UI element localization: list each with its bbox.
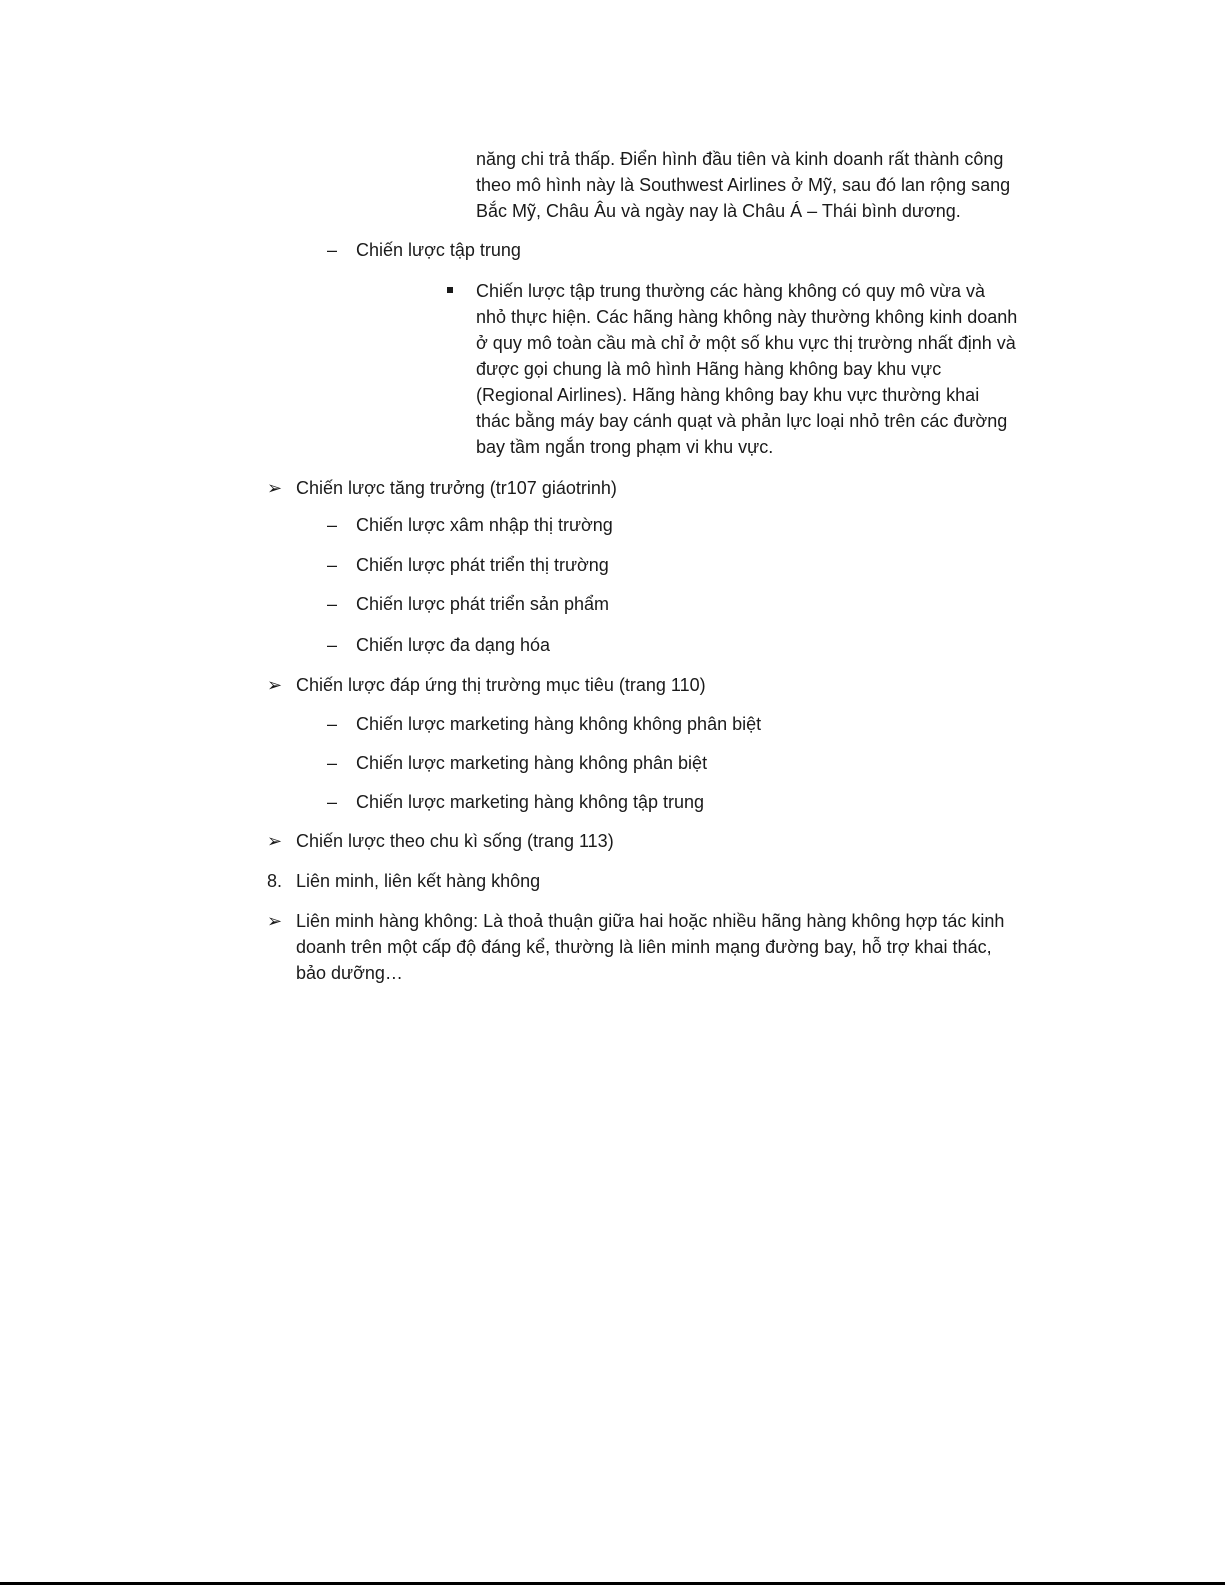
arrow-bullet-icon: ➢ xyxy=(267,911,283,931)
dash-marker: – xyxy=(327,714,338,734)
list-item: Chiến lược phát triển sản phẩm xyxy=(356,594,609,614)
growth-strategy-heading: Chiến lược tăng trưởng (tr107 giáotrinh) xyxy=(296,478,617,498)
dash-marker: – xyxy=(327,635,338,655)
dash-marker: – xyxy=(327,594,338,614)
intro-paragraph: năng chi trả thấp. Điển hình đầu tiên và kinh doanh rất thành công theo mô hình này là Southwest Airlines ở Mỹ, sau đó lan rộng sang Bắc Mỹ, Châu Âu và ngày nay là Châu Á – Thái bình dương. xyxy=(476,149,1011,221)
dash-marker: – xyxy=(327,753,338,773)
lifecycle-heading: Chiến lược theo chu kì sống (trang 113) xyxy=(296,831,614,851)
list-item: Chiến lược marketing hàng không không phân biệt xyxy=(356,714,762,734)
section-number: 8. xyxy=(267,871,283,891)
dash-marker: – xyxy=(327,792,338,812)
list-item: Chiến lược marketing hàng không phân biệt xyxy=(356,753,708,773)
arrow-bullet-icon: ➢ xyxy=(267,675,283,695)
section-heading: Liên minh, liên kết hàng không xyxy=(296,871,541,891)
arrow-bullet-icon: ➢ xyxy=(267,831,283,851)
list-item: Chiến lược xâm nhập thị trường xyxy=(356,515,613,535)
target-market-heading: Chiến lược đáp ứng thị trường mục tiêu (trang 110) xyxy=(296,675,706,695)
dash-marker: – xyxy=(327,515,338,535)
focus-strategy-detail: Chiến lược tập trung thường các hàng không có quy mô vừa và nhỏ thực hiện. Các hãng hàng không này thường không kinh doanh ở quy mô toàn cầu mà chỉ ở một số khu vực thị trường nhất định và được gọi chung là mô hình Hãng hàng không bay khu vực (Regional Airlines). Hãng hàng không bay khu vực thường khai thác bằng máy bay cánh quạt và phản lực loại nhỏ trên các đường bay tầm ngắn trong phạm vi khu vực. xyxy=(476,281,1018,457)
focus-strategy-label: Chiến lược tập trung xyxy=(356,240,521,260)
list-item: Chiến lược marketing hàng không tập trung xyxy=(356,792,705,812)
dash-marker: – xyxy=(327,555,338,575)
square-bullet-icon xyxy=(447,287,453,293)
alliance-paragraph: Liên minh hàng không: Là thoả thuận giữa hai hoặc nhiều hãng hàng không hợp tác kinh doanh trên một cấp độ đáng kể, thường là liên minh mạng đường bay, hỗ trợ khai thác, bảo dưỡng… xyxy=(296,911,1005,983)
list-item: Chiến lược phát triển thị trường xyxy=(356,555,609,575)
dash-marker: – xyxy=(327,240,338,260)
list-item: Chiến lược đa dạng hóa xyxy=(356,635,550,655)
arrow-bullet-icon: ➢ xyxy=(267,478,283,498)
